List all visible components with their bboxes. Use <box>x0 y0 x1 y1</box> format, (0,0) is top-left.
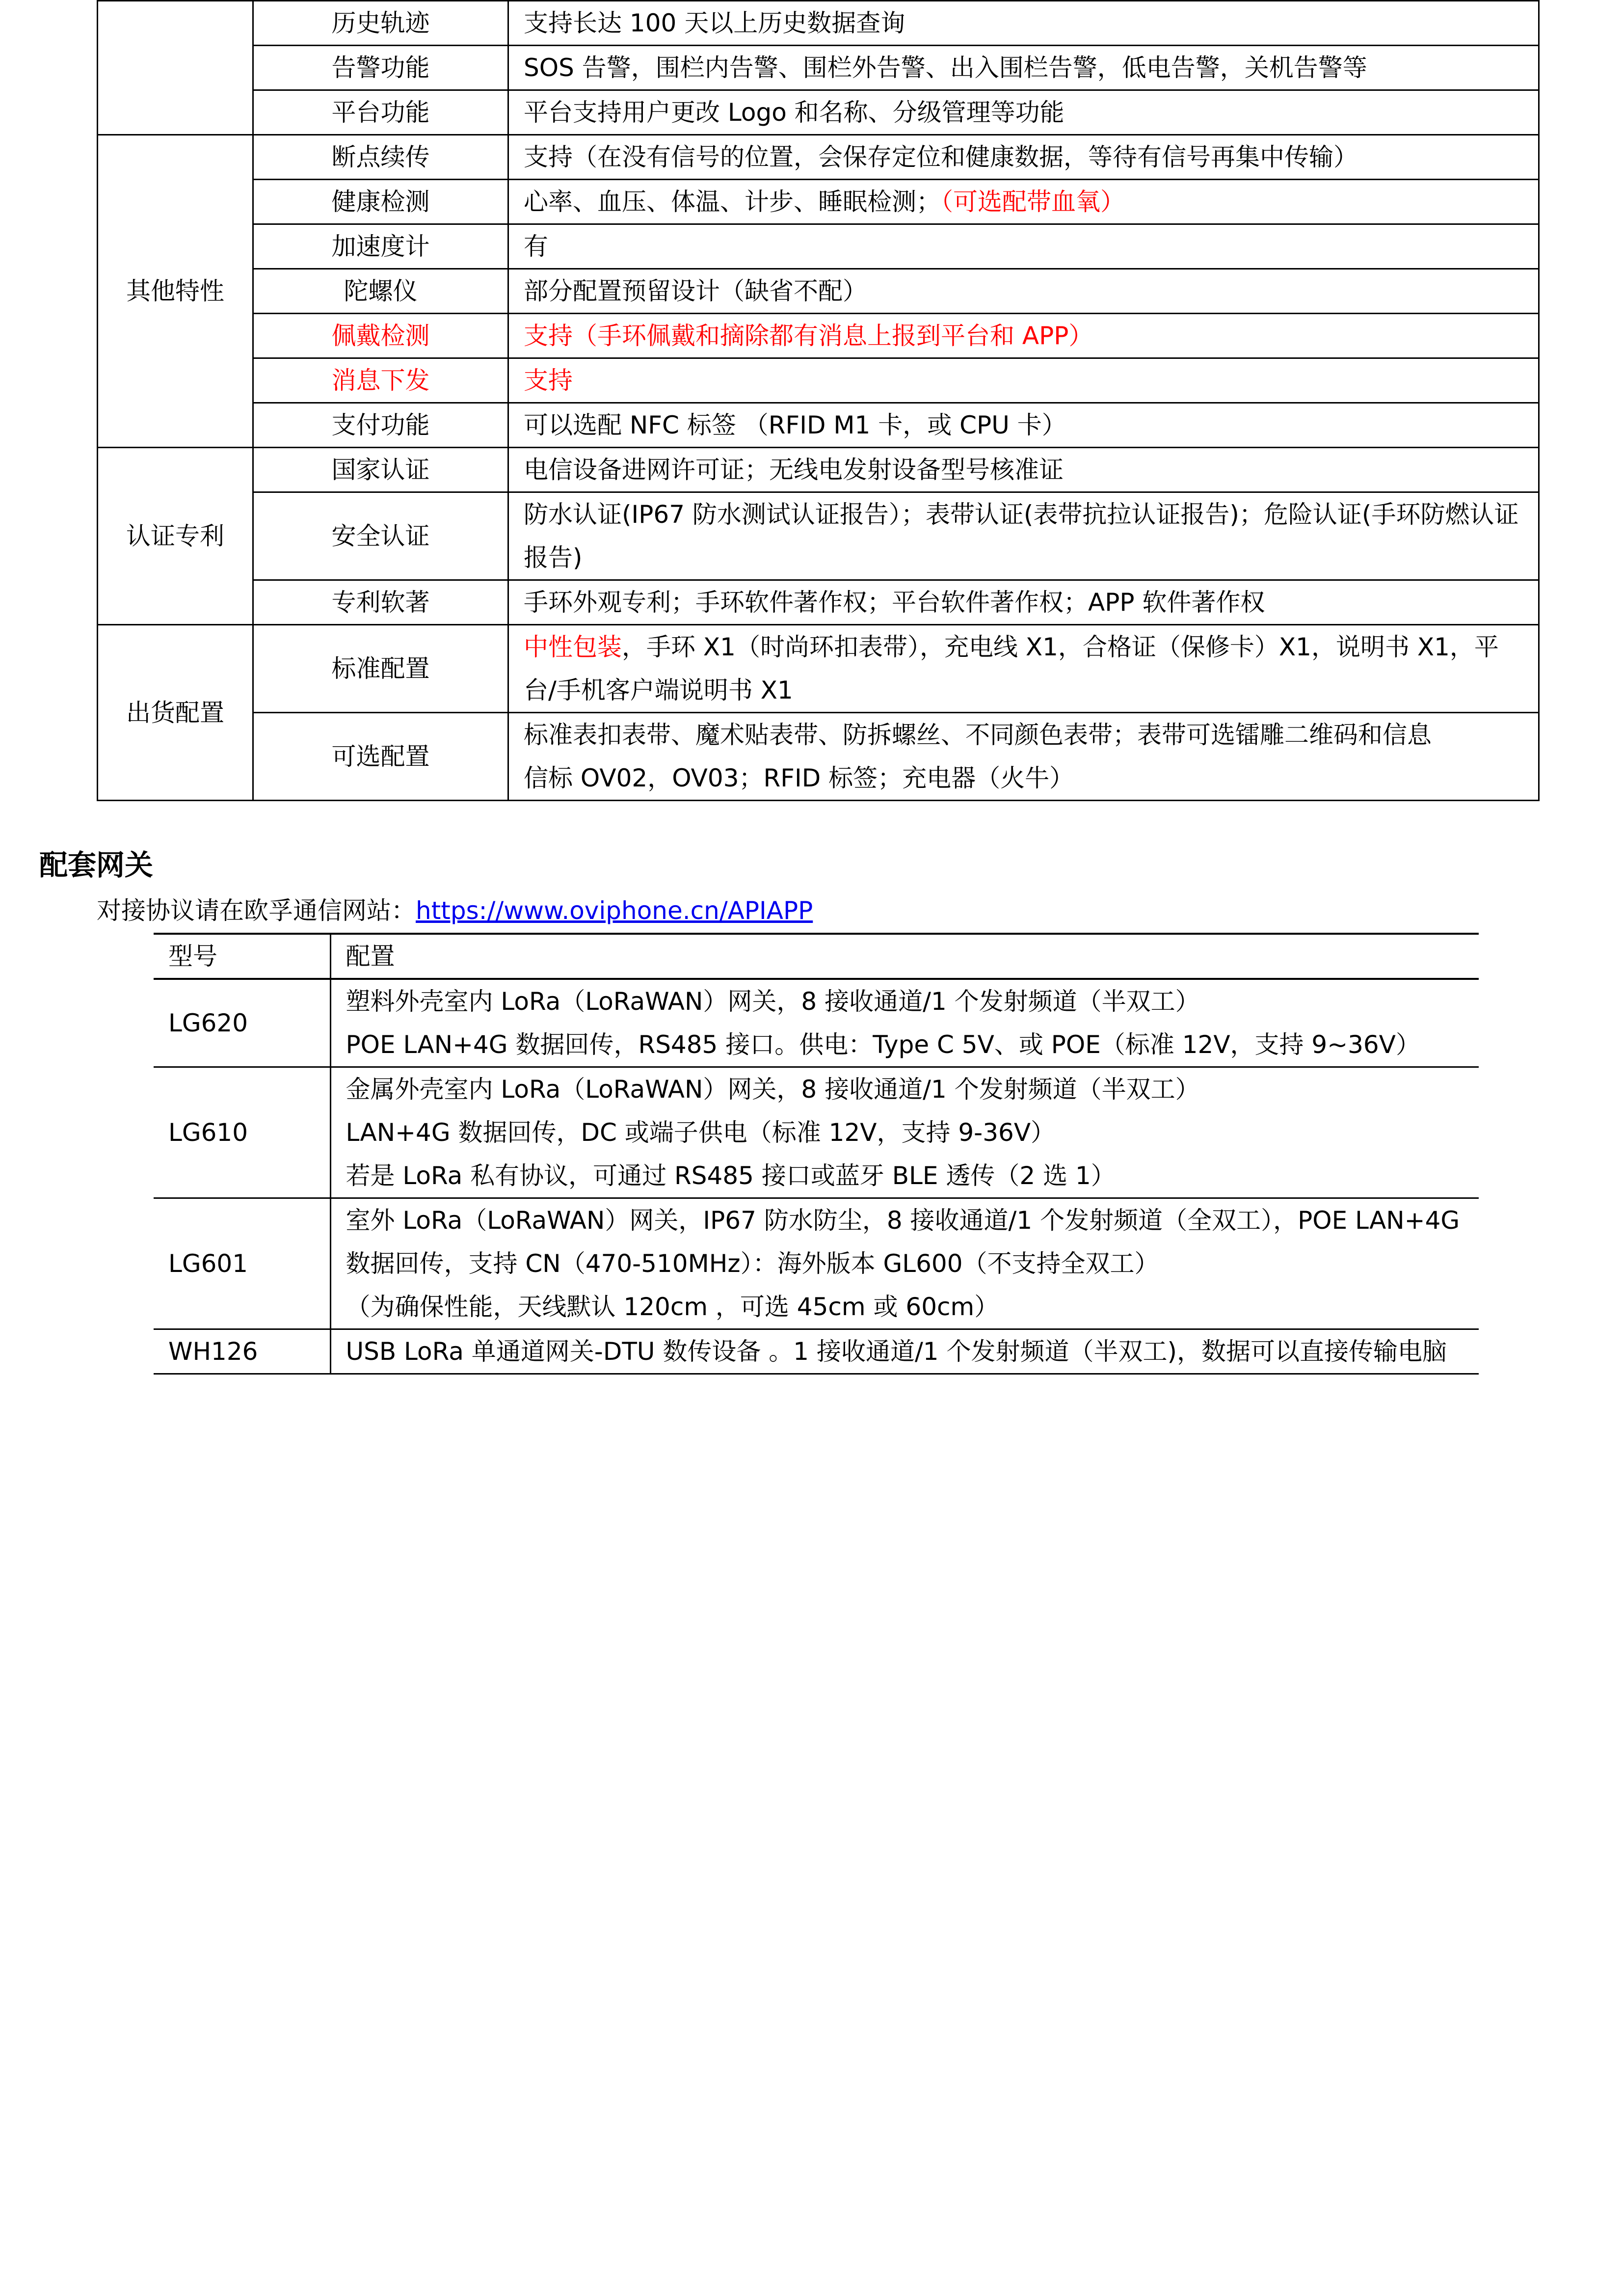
table-row <box>98 625 1539 713</box>
table-row <box>98 90 1539 135</box>
desc-cell <box>508 180 1539 224</box>
table-row <box>98 492 1539 580</box>
category-cell: 出货配置 <box>98 625 253 801</box>
category-cell: 认证专利 <box>98 448 253 625</box>
table-row <box>154 979 1479 1067</box>
spec-table <box>97 0 1540 801</box>
config-line: USB LoRa 单通道网关-DTU 数传设备 。1 接收通道/1 个发射频道（半双工)，数据可以直接传输电脑 <box>346 1337 1447 1366</box>
desc-cell: 可以选配 NFC 标签 （RFID M1 卡，或 CPU 卡） <box>508 403 1539 448</box>
feature-cell: 告警功能 <box>253 46 508 90</box>
config-cell <box>330 1067 1479 1198</box>
feature-cell: 专利软著 <box>253 580 508 625</box>
table-row <box>98 135 1539 180</box>
column-header-config: 配置 <box>330 934 1479 979</box>
intro-text: 对接协议请在欧孚通信网站： <box>97 896 416 925</box>
table-header-row <box>154 934 1479 979</box>
desc-cell: SOS 告警，围栏内告警、围栏外告警、出入围栏告警，低电告警，关机告警等 <box>508 46 1539 90</box>
section-title: 配套网关 <box>39 848 154 882</box>
gateway-intro <box>97 893 813 928</box>
feature-cell: 加速度计 <box>253 224 508 269</box>
table-row <box>98 314 1539 358</box>
desc-cell: 手环外观专利；手环软件著作权；平台软件著作权；APP 软件著作权 <box>508 580 1539 625</box>
feature-cell: 陀螺仪 <box>253 269 508 314</box>
model-cell: LG620 <box>154 979 330 1067</box>
feature-cell: 佩戴检测 <box>253 314 508 358</box>
desc-cell: 支持长达 100 天以上历史数据查询 <box>508 1 1539 46</box>
desc-text: 心率、血压、体温、计步、睡眠检测； <box>524 188 941 216</box>
feature-cell: 历史轨迹 <box>253 1 508 46</box>
table-row <box>98 180 1539 224</box>
feature-cell: 标准配置 <box>253 625 508 713</box>
feature-cell: 可选配置 <box>253 713 508 801</box>
config-line: LAN+4G 数据回传，DC 或端子供电（标准 12V，支持 9-36V） <box>346 1118 1056 1147</box>
feature-cell: 健康检测 <box>253 180 508 224</box>
desc-line: 信标 OV02，OV03；RFID 标签；充电器（火牛） <box>524 764 1074 792</box>
table-row <box>98 269 1539 314</box>
desc-cell: 支持 <box>508 358 1539 403</box>
table-row <box>98 580 1539 625</box>
table-row <box>154 1067 1479 1198</box>
config-line: 数据回传，支持 CN（470-510MHz）：海外版本 GL600（不支持全双工） <box>346 1249 1159 1278</box>
feature-cell: 消息下发 <box>253 358 508 403</box>
config-line: 室外 LoRa（LoRaWAN）网关，IP67 防水防尘，8 接收通道/1 个发射频道（全双工），POE LAN+4G <box>346 1206 1460 1235</box>
config-cell <box>330 979 1479 1067</box>
desc-text: ，手环 X1（时尚环扣表带），充电线 X1，合格证（保修卡）X1，说明书 X1，平台/手机客户端说明书 X1 <box>524 633 1499 704</box>
gateway-table <box>154 933 1479 1375</box>
config-line: POE LAN+4G 数据回传，RS485 接口。供电：Type C 5V、或 POE（标准 12V，支持 9~36V） <box>346 1030 1420 1059</box>
desc-cell: 防水认证(IP67 防水测试认证报告）；表带认证(表带抗拉认证报告)；危险认证(手环防燃认证报告) <box>508 492 1539 580</box>
table-row <box>98 46 1539 90</box>
config-line: 若是 LoRa 私有协议，可通过 RS485 接口或蓝牙 BLE 透传（2 选 1） <box>346 1162 1116 1190</box>
desc-cell: 支持（手环佩戴和摘除都有消息上报到平台和 APP） <box>508 314 1539 358</box>
model-cell: WH126 <box>154 1329 330 1374</box>
config-line: 金属外壳室内 LoRa（LoRaWAN）网关，8 接收通道/1 个发射频道（半双工） <box>346 1075 1200 1104</box>
category-cell <box>98 1 253 135</box>
feature-cell: 支付功能 <box>253 403 508 448</box>
model-cell: LG610 <box>154 1067 330 1198</box>
table-row <box>154 1329 1479 1374</box>
model-cell: LG601 <box>154 1198 330 1329</box>
config-line: （为确保性能，天线默认 120cm ，可选 45cm 或 60cm） <box>346 1293 999 1321</box>
config-cell <box>330 1329 1479 1374</box>
table-row <box>98 1 1539 46</box>
desc-cell: 部分配置预留设计（缺省不配） <box>508 269 1539 314</box>
desc-cell <box>508 713 1539 801</box>
config-line: 塑料外壳室内 LoRa（LoRaWAN）网关，8 接收通道/1 个发射频道（半双工） <box>346 987 1200 1016</box>
feature-cell: 断点续传 <box>253 135 508 180</box>
category-cell: 其他特性 <box>98 135 253 448</box>
desc-cell: 有 <box>508 224 1539 269</box>
table-row <box>98 448 1539 492</box>
desc-cell: 支持（在没有信号的位置，会保存定位和健康数据，等待有信号再集中传输） <box>508 135 1539 180</box>
desc-cell: 平台支持用户更改 Logo 和名称、分级管理等功能 <box>508 90 1539 135</box>
feature-cell: 安全认证 <box>253 492 508 580</box>
table-row <box>98 358 1539 403</box>
table-row <box>98 713 1539 801</box>
table-row <box>154 1198 1479 1329</box>
config-cell <box>330 1198 1479 1329</box>
column-header-model: 型号 <box>154 934 330 979</box>
table-row <box>98 403 1539 448</box>
feature-cell: 国家认证 <box>253 448 508 492</box>
highlight-text: 中性包装 <box>524 633 622 661</box>
desc-cell: 电信设备进网许可证；无线电发射设备型号核准证 <box>508 448 1539 492</box>
table-row <box>98 224 1539 269</box>
highlight-text: （可选配带血氧） <box>941 188 1125 216</box>
feature-cell: 平台功能 <box>253 90 508 135</box>
desc-cell <box>508 625 1539 713</box>
protocol-link[interactable]: https://www.oviphone.cn/APIAPP <box>416 896 813 925</box>
desc-line: 标准表扣表带、魔术贴表带、防拆螺丝、不同颜色表带；表带可选镭雕二维码和信息 <box>524 721 1432 749</box>
